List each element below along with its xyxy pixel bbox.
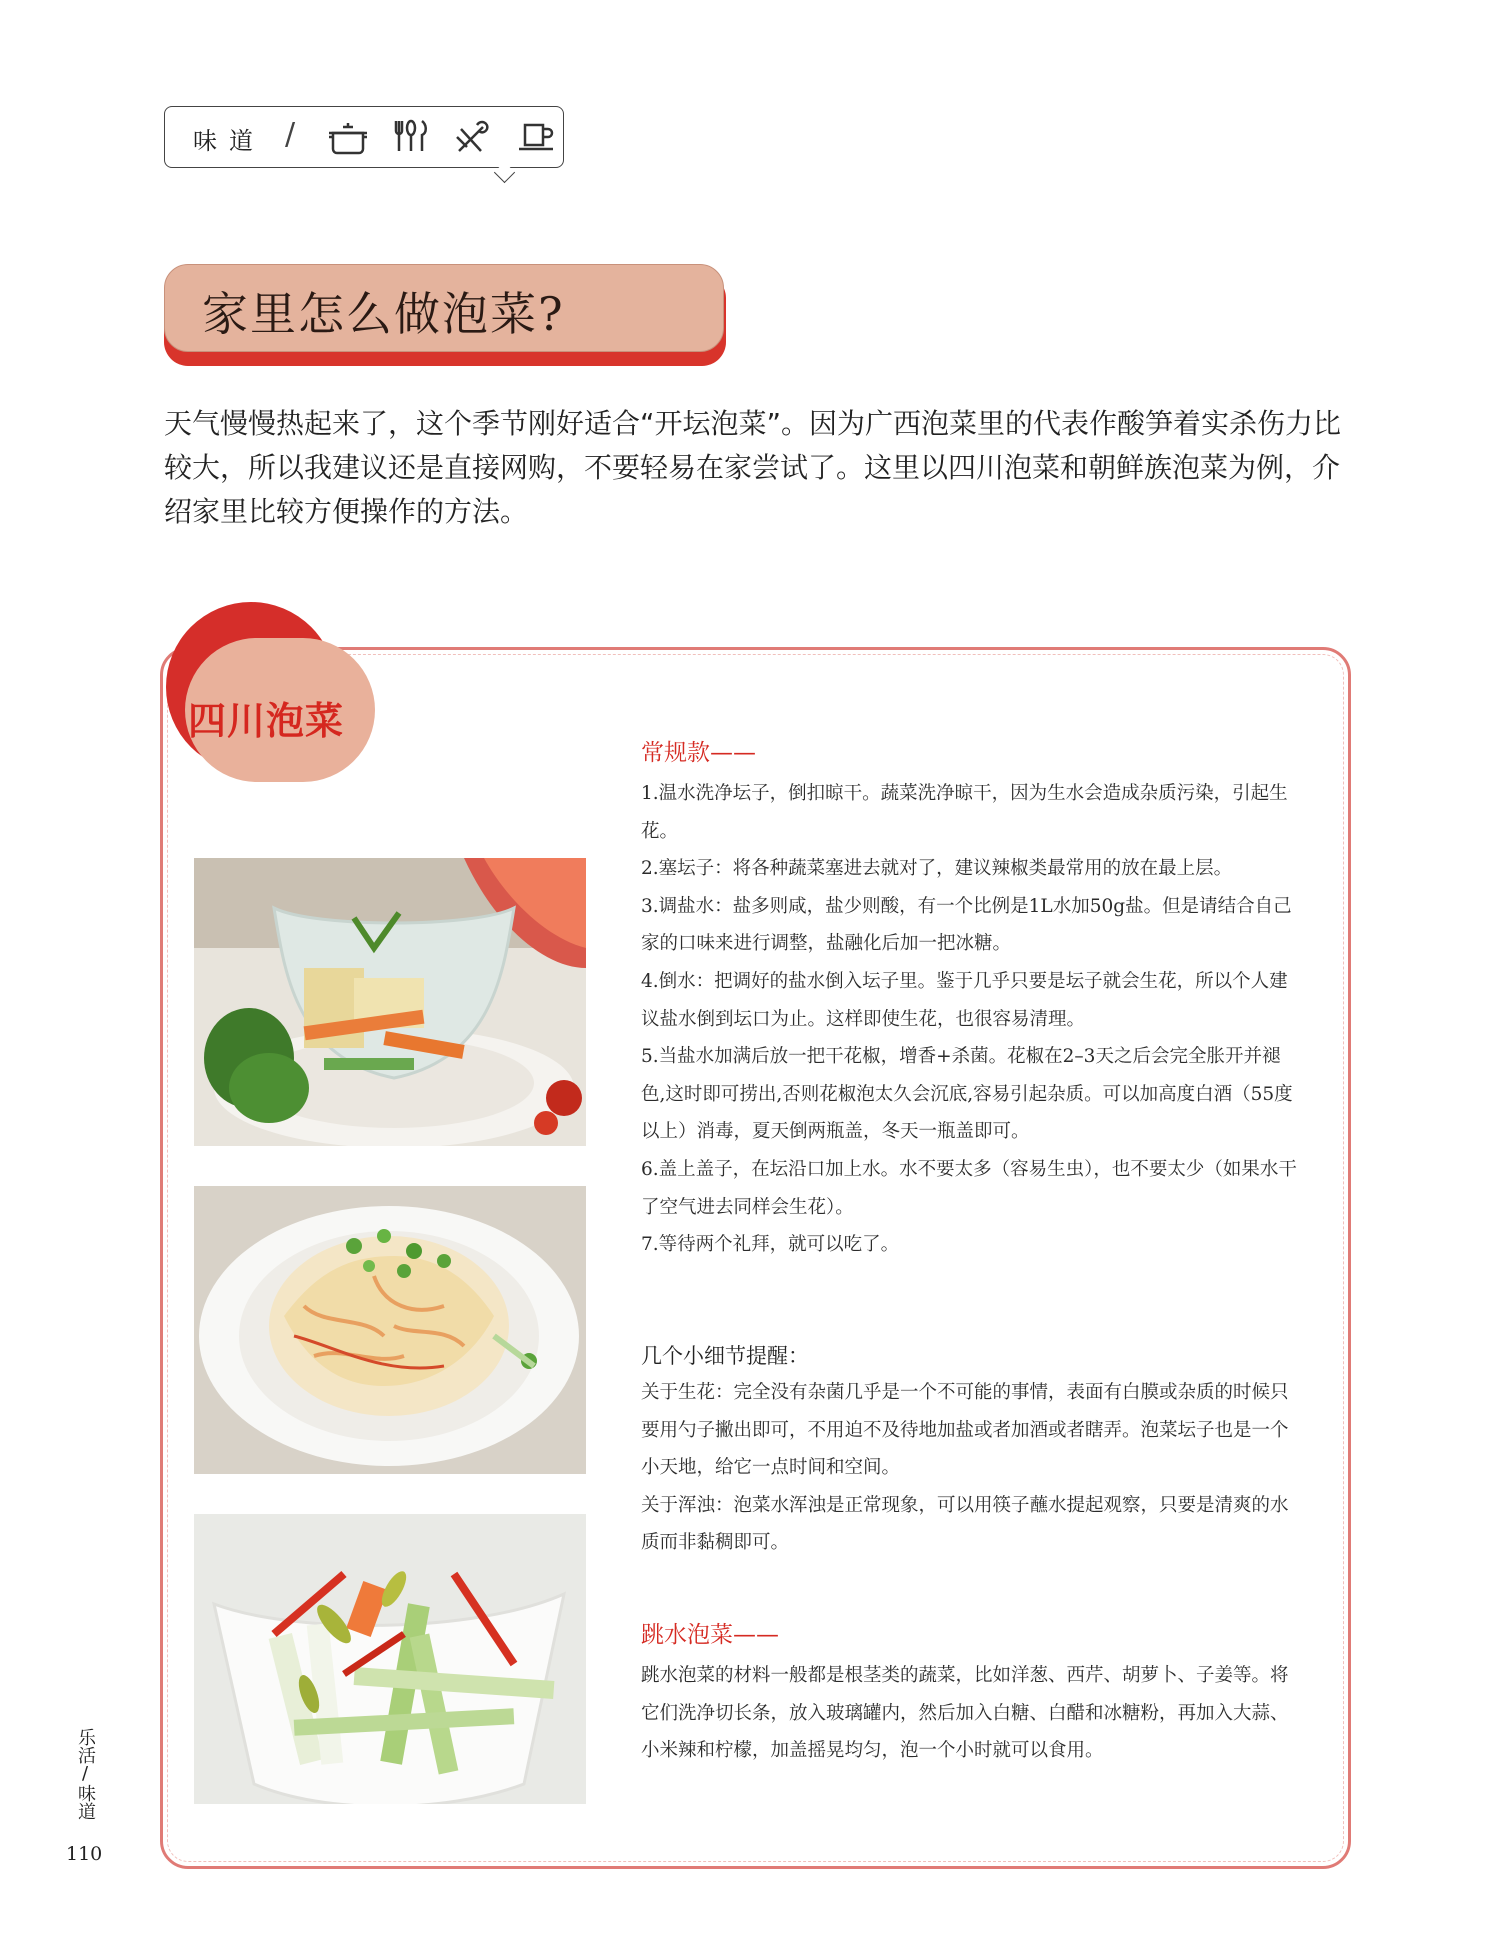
- jump-section: [641, 1616, 1301, 1770]
- section-label: 味道: [193, 127, 265, 155]
- jump-pickle-photo: [194, 1514, 586, 1804]
- step-item: 5.当盐水加满后放一把干花椒，增香+杀菌。花椒在2–3天之后会完全胀开并褪色,这时即可捞出,否则花椒泡太久会沉底,容易引起杂质。可以加高度白酒（55度以上）消毒，夏天倒两瓶盖，冬天一瓶盖即可。: [641, 1046, 1293, 1143]
- step-item: 4.倒水：把调好的盐水倒入坛子里。鉴于几乎只要是坛子就会生花，所以个人建议盐水倒到坛口为止。这样即使生花，也很容易清理。: [641, 970, 1288, 1030]
- pot-icon: [327, 117, 369, 157]
- shredded-cabbage-photo: [194, 1186, 586, 1474]
- tip-item: 关于浑浊：泡菜水浑浊是正常现象，可以用筷子蘸水提起观察，只要是清爽的水质而非黏稠即可。: [641, 1494, 1289, 1554]
- whisk-icon: [453, 117, 493, 157]
- step-item: 3.调盐水：盐多则咸，盐少则酸，有一个比例是1L水加50g盐。但是请结合自己家的口味来进行调整，盐融化后加一把冰糖。: [641, 895, 1292, 955]
- tips-title: 几个小细节提醒：: [641, 1344, 809, 1368]
- footer-vertical: [72, 1728, 98, 1820]
- fork-spoon-knife-icon: [391, 117, 431, 157]
- tag-icons: [327, 117, 557, 157]
- footer-slash: /: [81, 1763, 89, 1784]
- tag-slash: /: [285, 117, 296, 152]
- regular-steps: [641, 775, 1301, 1264]
- cup-icon: [515, 117, 557, 157]
- magazine-name: 乐活: [75, 1728, 96, 1764]
- title-banner: [164, 264, 726, 366]
- tip-item: 关于生花：完全没有杂菌几乎是一个不可能的事情，表面有白膜或杂质的时候只要用勺子撇出即可，不用迫不及待地加盐或者加酒或者瞎弄。泡菜坛子也是一个小天地，给它一点时间和空间。: [641, 1382, 1289, 1479]
- footer-section: 味道: [75, 1784, 96, 1820]
- step-item: 1.温水洗净坛子，倒扣晾干。蔬菜洗净晾干，因为生水会造成杂质污染，引起生花。: [641, 783, 1288, 842]
- regular-title: 常规款——: [641, 740, 756, 766]
- step-item: 7.等待两个礼拜，就可以吃了。: [641, 1234, 900, 1256]
- section-tag: [164, 106, 564, 168]
- jump-title: 跳水泡菜——: [641, 1622, 779, 1648]
- tips-list: [641, 1374, 1301, 1562]
- jump-text: 跳水泡菜的材料一般都是根茎类的蔬菜，比如洋葱、西芹、胡萝卜、子姜等。将它们洗净切长条，放入玻璃罐内，然后加入白糖、白醋和冰糖粉，再加入大蒜、小米辣和柠檬，加盖摇晃均匀，泡一个小时就可以食用。: [641, 1665, 1289, 1762]
- pickle-bowl-photo: [194, 858, 586, 1146]
- page-title: 家里怎么做泡菜?: [202, 287, 565, 341]
- step-item: 6.盖上盖子，在坛沿口加上水。水不要太多（容易生虫），也不要太少（如果水干了空气进去同样会生花）。: [641, 1158, 1297, 1218]
- regular-section: [641, 734, 1301, 1264]
- page-number: 110: [66, 1843, 103, 1865]
- intro-paragraph: 天气慢慢热起来了，这个季节刚好适合“开坛泡菜”。因为广西泡菜里的代表作酸笋着实杀伤力比较大，所以我建议还是直接网购，不要轻易在家尝试了。这里以四川泡菜和朝鲜族泡菜为例，介绍家里比较方便操作的方法。: [164, 407, 1342, 528]
- tips-section: [641, 1340, 1301, 1562]
- step-item: 2.塞坛子：将各种蔬菜塞进去就对了，建议辣椒类最常用的放在最上层。: [641, 858, 1233, 880]
- tag-pointer: [494, 162, 515, 183]
- section-badge: 四川泡菜: [188, 698, 345, 743]
